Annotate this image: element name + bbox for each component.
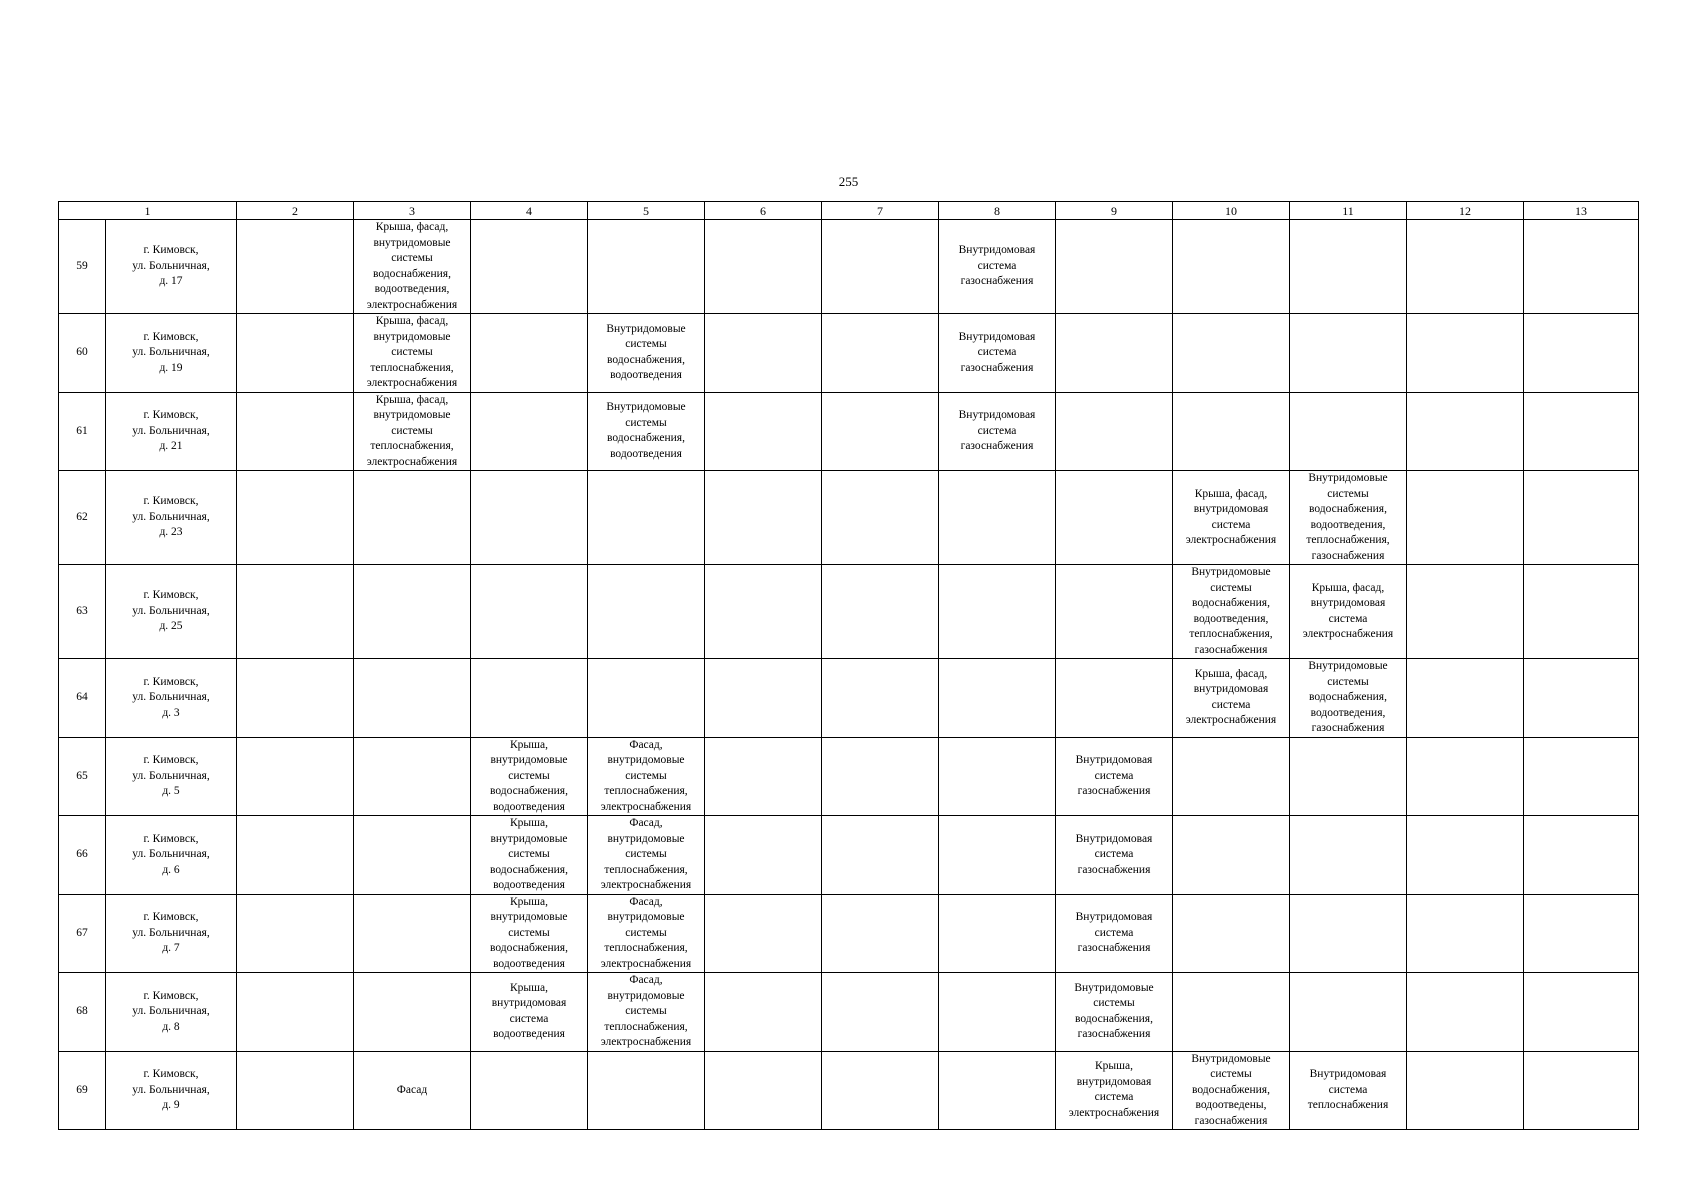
work-cell-col-13 — [1524, 220, 1639, 314]
column-header: 7 — [822, 202, 939, 220]
work-cell-col-8 — [939, 737, 1056, 816]
work-cell-col-3 — [354, 973, 471, 1052]
column-header: 4 — [471, 202, 588, 220]
work-cell-col-4 — [471, 392, 588, 471]
work-cell-col-2 — [237, 816, 354, 895]
address-cell: г. Кимовск, ул. Больничная, д. 17 — [106, 220, 237, 314]
work-cell-col-10 — [1173, 314, 1290, 393]
work-cell-col-4: Крыша, внутридомовые системы водоснабжения, водоотведения — [471, 816, 588, 895]
work-cell-col-2 — [237, 737, 354, 816]
work-cell-col-3 — [354, 471, 471, 565]
work-cell-col-7 — [822, 659, 939, 738]
work-cell-col-12 — [1407, 471, 1524, 565]
address-cell: г. Кимовск, ул. Больничная, д. 5 — [106, 737, 237, 816]
work-cell-col-11: Внутридомовые системы водоснабжения, водоотведения, газоснабжения — [1290, 659, 1407, 738]
column-header: 11 — [1290, 202, 1407, 220]
table-row — [59, 737, 1639, 816]
work-cell-col-10 — [1173, 894, 1290, 973]
work-cell-col-12 — [1407, 737, 1524, 816]
work-cell-col-12 — [1407, 659, 1524, 738]
work-cell-col-4: Крыша, внутридомовая система водоотведения — [471, 973, 588, 1052]
row-number: 67 — [59, 894, 106, 973]
work-cell-col-7 — [822, 220, 939, 314]
work-cell-col-8 — [939, 471, 1056, 565]
work-cell-col-13 — [1524, 471, 1639, 565]
work-cell-col-2 — [237, 973, 354, 1052]
table-row — [59, 894, 1639, 973]
work-cell-col-13 — [1524, 816, 1639, 895]
work-cell-col-4: Крыша, внутридомовые системы водоснабжения, водоотведения — [471, 894, 588, 973]
row-number: 68 — [59, 973, 106, 1052]
work-cell-col-5: Фасад, внутридомовые системы теплоснабжения, электроснабжения — [588, 737, 705, 816]
work-cell-col-2 — [237, 894, 354, 973]
work-cell-col-11 — [1290, 392, 1407, 471]
page-number: 255 — [838, 174, 859, 189]
work-cell-col-4 — [471, 1051, 588, 1130]
work-cell-col-5: Фасад, внутридомовые системы теплоснабжения, электроснабжения — [588, 816, 705, 895]
work-cell-col-7 — [822, 314, 939, 393]
column-header: 5 — [588, 202, 705, 220]
work-cell-col-10 — [1173, 392, 1290, 471]
work-cell-col-9 — [1056, 565, 1173, 659]
work-cell-col-9 — [1056, 659, 1173, 738]
address-cell: г. Кимовск, ул. Больничная, д. 7 — [106, 894, 237, 973]
column-header: 10 — [1173, 202, 1290, 220]
work-cell-col-7 — [822, 392, 939, 471]
work-cell-col-10 — [1173, 816, 1290, 895]
row-number: 63 — [59, 565, 106, 659]
work-cell-col-4 — [471, 565, 588, 659]
work-cell-col-9: Внутридомовые системы водоснабжения, газоснабжения — [1056, 973, 1173, 1052]
work-cell-col-10: Крыша, фасад, внутридомовая система электроснабжения — [1173, 659, 1290, 738]
work-cell-col-8: Внутридомовая система газоснабжения — [939, 220, 1056, 314]
work-cell-col-8: Внутридомовая система газоснабжения — [939, 392, 1056, 471]
work-cell-col-9 — [1056, 471, 1173, 565]
work-cell-col-13 — [1524, 894, 1639, 973]
work-cell-col-12 — [1407, 973, 1524, 1052]
work-cell-col-5: Фасад, внутридомовые системы теплоснабжения, электроснабжения — [588, 894, 705, 973]
work-cell-col-8 — [939, 973, 1056, 1052]
work-cell-col-4 — [471, 659, 588, 738]
address-cell: г. Кимовск, ул. Больничная, д. 23 — [106, 471, 237, 565]
work-cell-col-3: Крыша, фасад, внутридомовые системы теплоснабжения, электроснабжения — [354, 392, 471, 471]
work-cell-col-6 — [705, 659, 822, 738]
work-cell-col-2 — [237, 659, 354, 738]
row-number: 60 — [59, 314, 106, 393]
column-header: 6 — [705, 202, 822, 220]
work-cell-col-10 — [1173, 220, 1290, 314]
work-cell-col-11: Внутридомовая система теплоснабжения — [1290, 1051, 1407, 1130]
work-cell-col-12 — [1407, 220, 1524, 314]
work-cell-col-3: Фасад — [354, 1051, 471, 1130]
column-header: 1 — [59, 202, 237, 220]
work-cell-col-11 — [1290, 894, 1407, 973]
work-cell-col-7 — [822, 1051, 939, 1130]
row-number: 61 — [59, 392, 106, 471]
work-cell-col-3 — [354, 894, 471, 973]
work-cell-col-2 — [237, 314, 354, 393]
work-cell-col-7 — [822, 737, 939, 816]
table-row — [59, 220, 1639, 314]
work-cell-col-13 — [1524, 565, 1639, 659]
work-cell-col-9: Внутридомовая система газоснабжения — [1056, 816, 1173, 895]
repair-schedule-table — [58, 201, 1639, 1130]
work-cell-col-12 — [1407, 392, 1524, 471]
work-cell-col-10: Внутридомовые системы водоснабжения, водоотведены, газоснабжения — [1173, 1051, 1290, 1130]
table-row — [59, 659, 1639, 738]
work-cell-col-2 — [237, 565, 354, 659]
work-cell-col-10 — [1173, 973, 1290, 1052]
work-cell-col-2 — [237, 392, 354, 471]
work-cell-col-9: Крыша, внутридомовая система электроснабжения — [1056, 1051, 1173, 1130]
work-cell-col-8 — [939, 816, 1056, 895]
work-cell-col-13 — [1524, 973, 1639, 1052]
work-cell-col-7 — [822, 894, 939, 973]
table-row — [59, 565, 1639, 659]
table-row — [59, 471, 1639, 565]
table-row — [59, 314, 1639, 393]
work-cell-col-4 — [471, 220, 588, 314]
work-cell-col-8: Внутридомовая система газоснабжения — [939, 314, 1056, 393]
work-cell-col-13 — [1524, 314, 1639, 393]
table-row — [59, 816, 1639, 895]
work-cell-col-6 — [705, 471, 822, 565]
work-cell-col-4 — [471, 471, 588, 565]
row-number: 66 — [59, 816, 106, 895]
table-row — [59, 1051, 1639, 1130]
work-cell-col-2 — [237, 220, 354, 314]
work-cell-col-9 — [1056, 314, 1173, 393]
work-cell-col-3 — [354, 737, 471, 816]
work-cell-col-7 — [822, 973, 939, 1052]
column-header: 2 — [237, 202, 354, 220]
work-cell-col-7 — [822, 816, 939, 895]
work-cell-col-7 — [822, 565, 939, 659]
work-cell-col-5: Внутридомовые системы водоснабжения, водоотведения — [588, 392, 705, 471]
work-cell-col-13 — [1524, 392, 1639, 471]
table-body — [59, 220, 1639, 1130]
work-cell-col-9 — [1056, 220, 1173, 314]
row-number: 62 — [59, 471, 106, 565]
work-cell-col-8 — [939, 1051, 1056, 1130]
work-cell-col-6 — [705, 816, 822, 895]
row-number: 69 — [59, 1051, 106, 1130]
work-cell-col-5 — [588, 565, 705, 659]
column-header: 9 — [1056, 202, 1173, 220]
column-number-header-row — [59, 202, 1639, 220]
work-cell-col-9: Внутридомовая система газоснабжения — [1056, 894, 1173, 973]
work-cell-col-12 — [1407, 816, 1524, 895]
row-number: 59 — [59, 220, 106, 314]
column-header: 12 — [1407, 202, 1524, 220]
work-cell-col-6 — [705, 973, 822, 1052]
work-cell-col-13 — [1524, 737, 1639, 816]
work-cell-col-12 — [1407, 314, 1524, 393]
work-cell-col-2 — [237, 471, 354, 565]
work-cell-col-10 — [1173, 737, 1290, 816]
work-cell-col-9: Внутридомовая система газоснабжения — [1056, 737, 1173, 816]
work-cell-col-6 — [705, 565, 822, 659]
work-cell-col-4 — [471, 314, 588, 393]
work-cell-col-6 — [705, 220, 822, 314]
work-cell-col-11 — [1290, 737, 1407, 816]
work-cell-col-6 — [705, 894, 822, 973]
address-cell: г. Кимовск, ул. Больничная, д. 21 — [106, 392, 237, 471]
work-cell-col-9 — [1056, 392, 1173, 471]
work-cell-col-8 — [939, 565, 1056, 659]
work-cell-col-12 — [1407, 1051, 1524, 1130]
work-cell-col-11: Крыша, фасад, внутридомовая система электроснабжения — [1290, 565, 1407, 659]
work-cell-col-5: Внутридомовые системы водоснабжения, водоотведения — [588, 314, 705, 393]
work-cell-col-8 — [939, 894, 1056, 973]
work-cell-col-10: Крыша, фасад, внутридомовая система электроснабжения — [1173, 471, 1290, 565]
work-cell-col-3: Крыша, фасад, внутридомовые системы водоснабжения, водоотведения, электроснабжения — [354, 220, 471, 314]
work-cell-col-5 — [588, 220, 705, 314]
work-cell-col-13 — [1524, 1051, 1639, 1130]
work-cell-col-2 — [237, 1051, 354, 1130]
column-header: 3 — [354, 202, 471, 220]
work-cell-col-5 — [588, 1051, 705, 1130]
work-cell-col-5 — [588, 659, 705, 738]
work-cell-col-11 — [1290, 816, 1407, 895]
work-cell-col-12 — [1407, 565, 1524, 659]
work-cell-col-5 — [588, 471, 705, 565]
work-cell-col-3 — [354, 816, 471, 895]
work-cell-col-13 — [1524, 659, 1639, 738]
address-cell: г. Кимовск, ул. Больничная, д. 3 — [106, 659, 237, 738]
work-cell-col-6 — [705, 1051, 822, 1130]
work-cell-col-11 — [1290, 973, 1407, 1052]
work-cell-col-3: Крыша, фасад, внутридомовые системы теплоснабжения, электроснабжения — [354, 314, 471, 393]
table-row — [59, 973, 1639, 1052]
work-cell-col-6 — [705, 392, 822, 471]
work-cell-col-11: Внутридомовые системы водоснабжения, водоотведения, теплоснабжения, газоснабжения — [1290, 471, 1407, 565]
work-cell-col-11 — [1290, 314, 1407, 393]
address-cell: г. Кимовск, ул. Больничная, д. 6 — [106, 816, 237, 895]
work-cell-col-12 — [1407, 894, 1524, 973]
work-cell-col-8 — [939, 659, 1056, 738]
work-cell-col-4: Крыша, внутридомовые системы водоснабжения, водоотведения — [471, 737, 588, 816]
work-cell-col-10: Внутридомовые системы водоснабжения, водоотведения, теплоснабжения, газоснабжения — [1173, 565, 1290, 659]
work-cell-col-3 — [354, 659, 471, 738]
column-header: 13 — [1524, 202, 1639, 220]
address-cell: г. Кимовск, ул. Больничная, д. 9 — [106, 1051, 237, 1130]
work-cell-col-5: Фасад, внутридомовые системы теплоснабжения, электроснабжения — [588, 973, 705, 1052]
address-cell: г. Кимовск, ул. Больничная, д. 25 — [106, 565, 237, 659]
table-row — [59, 392, 1639, 471]
work-cell-col-6 — [705, 314, 822, 393]
work-cell-col-7 — [822, 471, 939, 565]
work-cell-col-3 — [354, 565, 471, 659]
row-number: 65 — [59, 737, 106, 816]
address-cell: г. Кимовск, ул. Больничная, д. 19 — [106, 314, 237, 393]
work-cell-col-11 — [1290, 220, 1407, 314]
column-header: 8 — [939, 202, 1056, 220]
row-number: 64 — [59, 659, 106, 738]
work-cell-col-6 — [705, 737, 822, 816]
address-cell: г. Кимовск, ул. Больничная, д. 8 — [106, 973, 237, 1052]
